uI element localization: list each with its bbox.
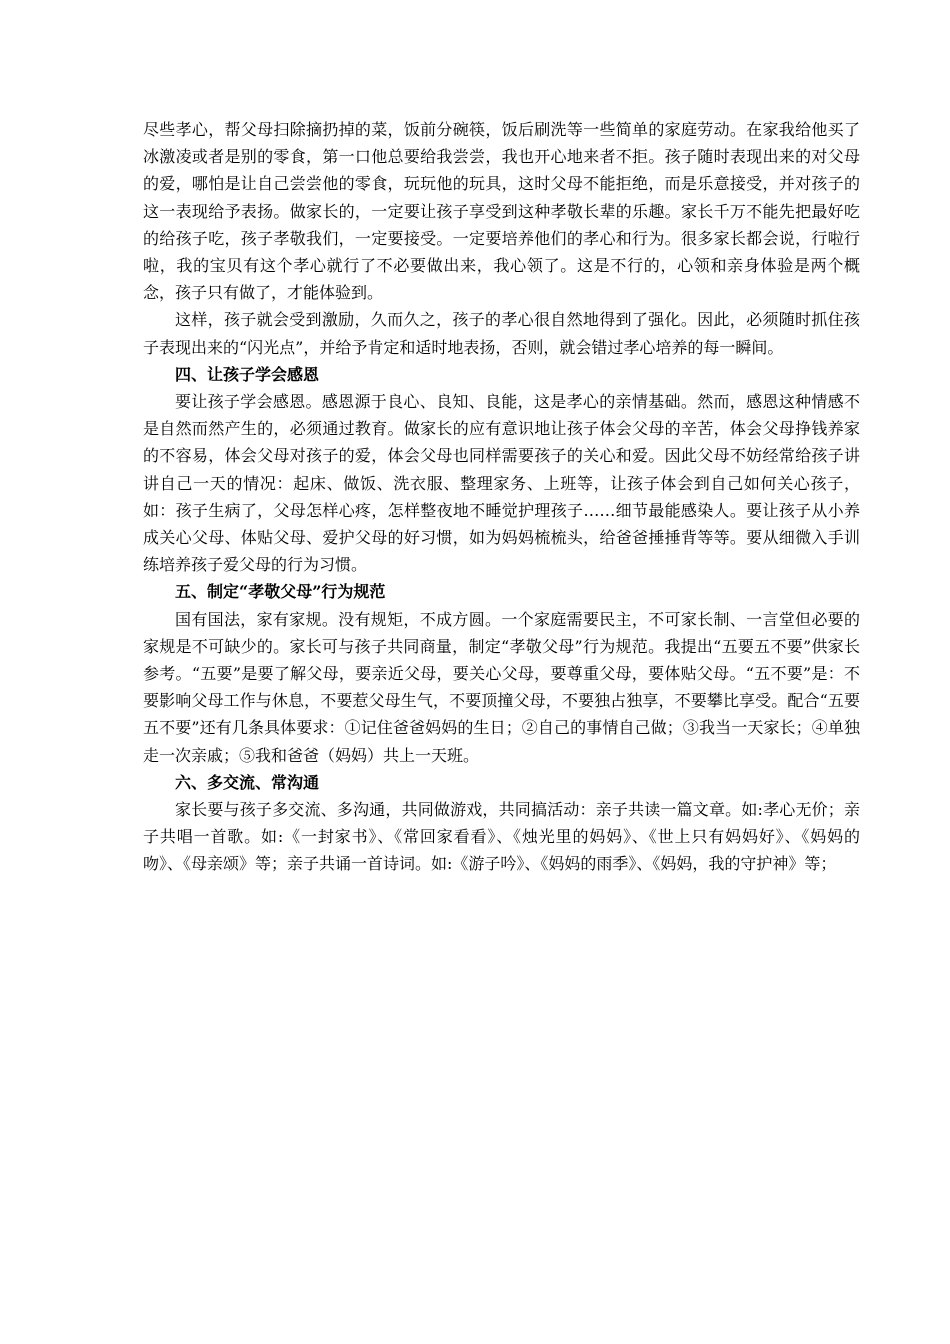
section-heading-gratitude: 四、让孩子学会感恩	[175, 364, 320, 384]
paragraph-continuation: 尽些孝心，帮父母扫除摘扔掉的菜，饭前分碗筷，饭后刷洗等一些简单的家庭劳动。在家我给他买了冰激凌或者是别的零食，第一口他总要给我尝尝，我也开心地来者不拒。孩子随时表现出来的对父母的爱，哪怕是让自己尝尝他的零食，玩玩他的玩具，这时父母不能拒绝，而是乐意接受，并对孩子的这一表现给予表扬。做家长的，一定要让孩子享受到这种孝敬长辈的乐趣。家长千万不能先把最好吃的给孩子吃，孩子孝敬我们，一定要接受。一定要培养他们的孝心和行为。很多家长都会说，行啦行啦，我的宝贝有这个孝心就行了不必要做出来，我心领了。这是不行的，心领和亲身体验是两个概念，孩子只有做了，才能体验到。	[143, 120, 860, 303]
paragraph-rules: 国有国法，家有家规。没有规矩，不成方圆。一个家庭需要民主，不可家长制、一言堂但必要的家规是不可缺少的。家长可与孩子共同商量，制定“孝敬父母”行为规范。我提出“五要五不要”供家长参考。“五要”是要了解父母，要亲近父母，要关心父母，要尊重父母，要体贴父母。“五不要”是：不要影响父母工作与休息，不要惹父母生气，不要顶撞父母，不要独占独享，不要攀比享受。配合“五要五不要”还有几条具体要求：①记住爸爸妈妈的生日；②自己的事情自己做；③我当一天家长；④单独走一次亲戚；⑤我和爸爸（妈妈）共上一天班。	[143, 609, 860, 765]
section-heading-rules: 五、制定“孝敬父母”行为规范	[175, 582, 386, 602]
document-page	[143, 116, 860, 878]
section-heading-communication: 六、多交流、常沟通	[175, 772, 320, 792]
paragraph-gratitude: 要让孩子学会感恩。感恩源于良心、良知、良能，这是孝心的亲情基础。然而，感恩这种情感不是自然而然产生的，必须通过教育。做家长的应有意识地让孩子体会父母的辛苦，体会父母挣钱养家的不容易，体会父母对孩子的爱，体会父母也同样需要孩子的关心和爱。因此父母不妨经常给孩子讲讲自己一天的情况：起床、做饭、洗衣服、整理家务、上班等，让孩子体会到自己如何关心孩子，如：孩子生病了，父母怎样心疼，怎样整夜地不睡觉护理孩子……细节最能感染人。要让孩子从小养成关心父母、体贴父母、爱护父母的好习惯，如为妈妈梳梳头，给爸爸捶捶背等等。要从细微入手训练培养孩子爱父母的行为习惯。	[143, 392, 860, 575]
paragraph-communication: 家长要与孩子多交流、多沟通，共同做游戏，共同搞活动：亲子共读一篇文章。如:孝心无价；亲子共唱一首歌。如:《一封家书》、《常回家看看》、《烛光里的妈妈》、《世上只有妈妈好》、《妈妈的吻》、《母亲颂》等；亲子共诵一首诗词。如:《游子吟》、《妈妈的雨季》、《妈妈，我的守护神》等；	[143, 800, 860, 874]
paragraph-encouragement: 这样，孩子就会受到激励，久而久之，孩子的孝心很自然地得到了强化。因此，必须随时抓住孩子表现出来的“闪光点”，并给予肯定和适时地表扬，否则，就会错过孝心培养的每一瞬间。	[143, 310, 860, 357]
